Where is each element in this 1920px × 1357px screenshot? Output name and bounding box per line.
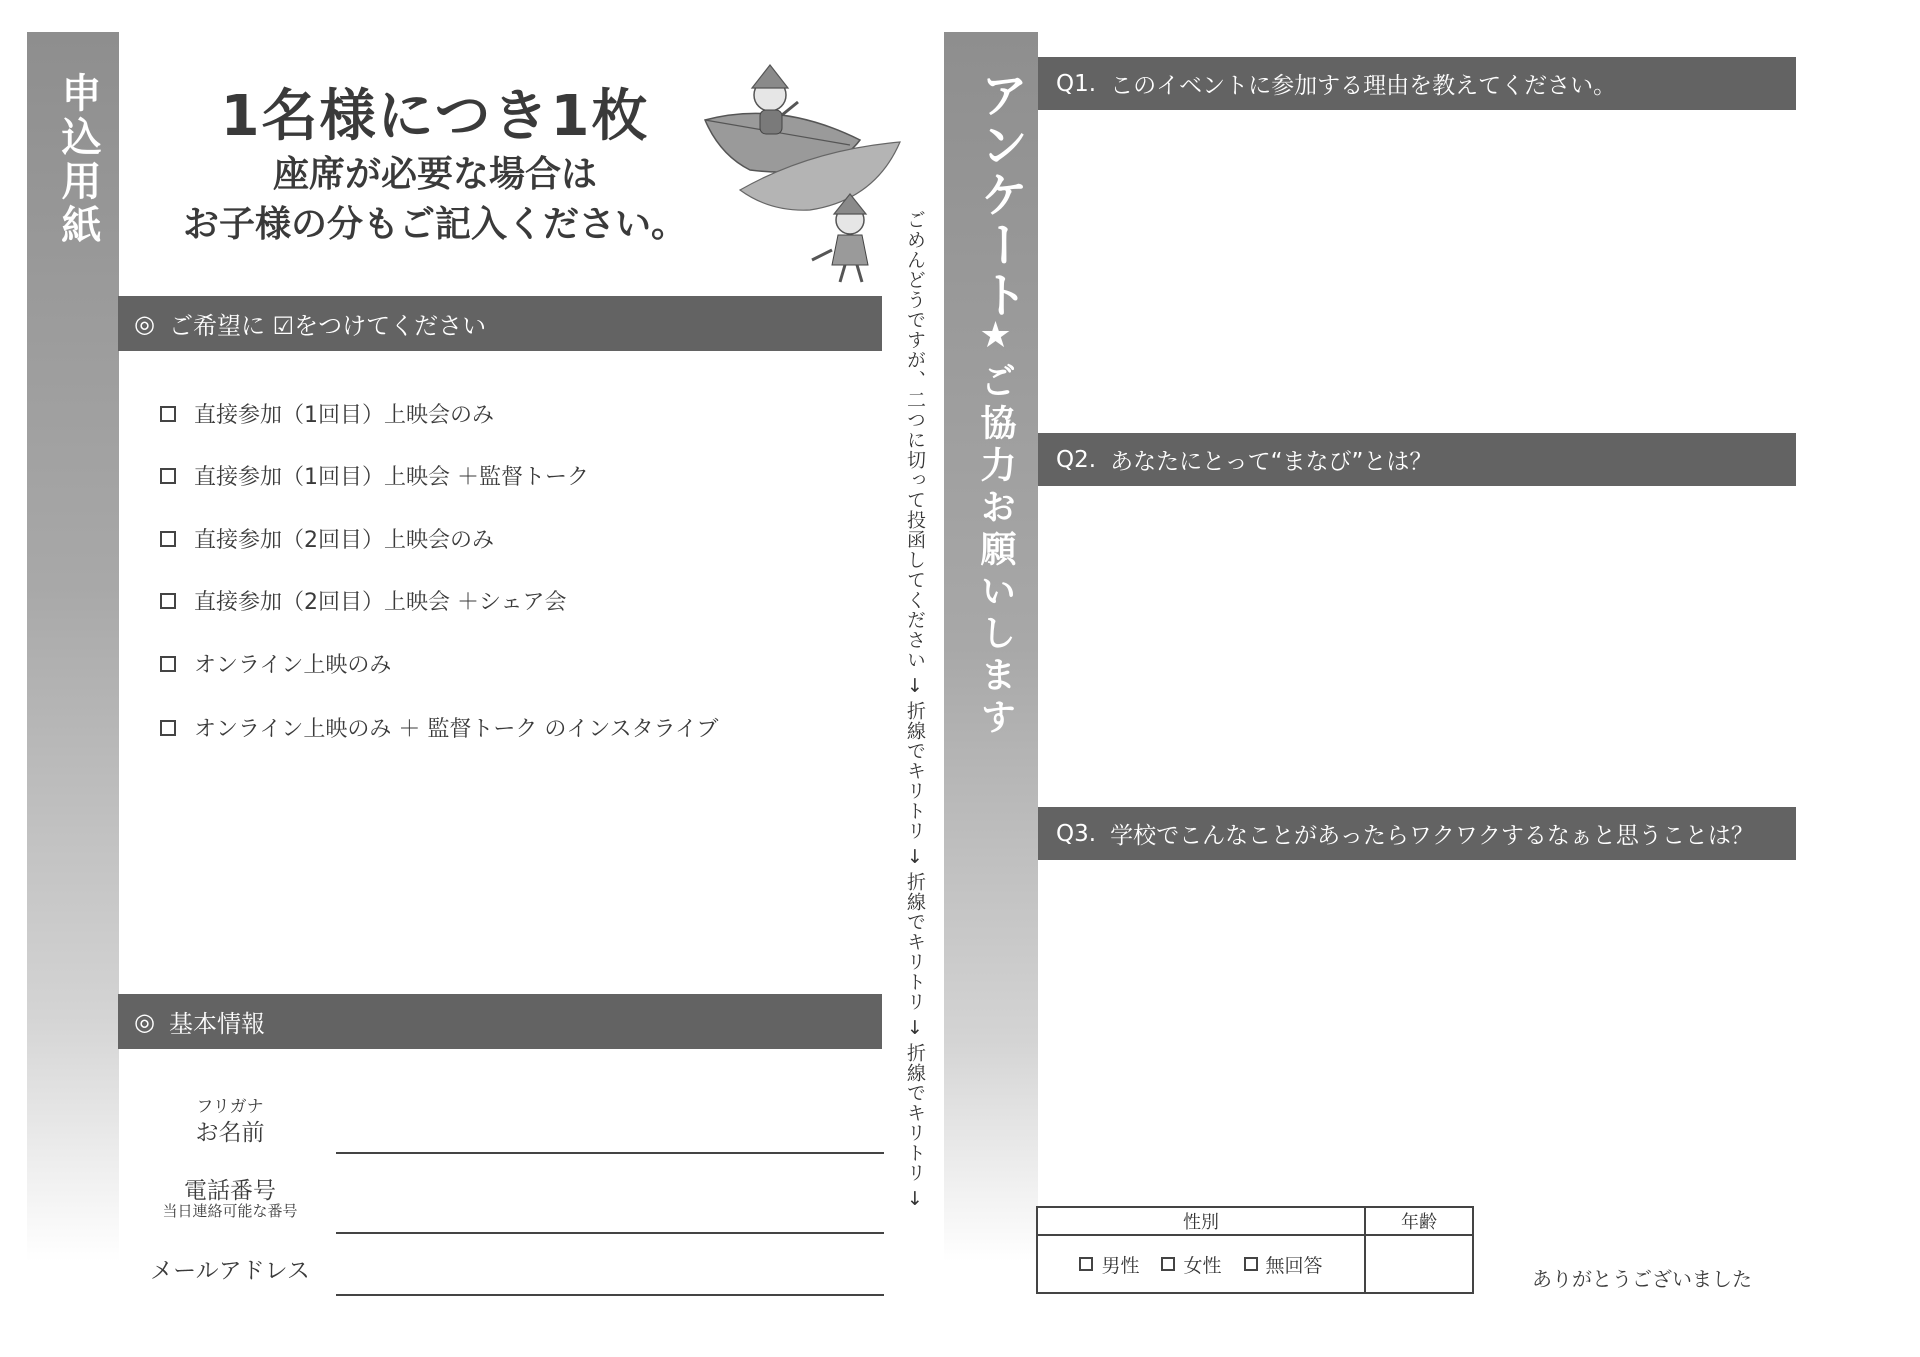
option-label: 直接参加（1回目）上映会 ＋監督トーク (194, 465, 589, 490)
option-online-only[interactable] (160, 648, 391, 679)
form-side-title: 申込用紙 (55, 72, 101, 248)
question-text: このイベントに参加する理由を教えてください。 (1110, 73, 1617, 99)
checkbox-icon[interactable] (160, 406, 176, 422)
age-header: 年齢 (1365, 1207, 1473, 1235)
question-2-header (1038, 433, 1796, 486)
option-direct-1-screening[interactable] (160, 398, 494, 429)
option-online-instalive[interactable] (160, 712, 718, 743)
checkbox-icon[interactable] (1244, 1257, 1258, 1271)
gender-header: 性別 (1037, 1207, 1365, 1235)
option-direct-2-screening[interactable] (160, 523, 494, 554)
phone-label: 電話番号 (184, 1178, 276, 1204)
option-direct-1-talk[interactable] (160, 460, 589, 491)
option-label: オンライン上映のみ (194, 653, 392, 678)
choices-section-header (118, 296, 882, 351)
gender-option-male[interactable] (1079, 1251, 1139, 1278)
basic-info-section-title: 基本情報 (168, 1010, 265, 1038)
checkbox-icon[interactable] (160, 468, 176, 484)
checkbox-icon[interactable] (1079, 1257, 1093, 1271)
choices-section-title: ご希望に ☑をつけてください (168, 312, 487, 340)
email-field[interactable] (336, 1294, 884, 1296)
cut-line-instruction: ごめんどうですが、二つに切って投函してください → 折線でキリトリ → 折線でキリトリ → 折線でキリトリ → (904, 210, 926, 1207)
question-number: Q2. (1056, 446, 1097, 473)
headline-one-per-person: 1名様につき1枚 (220, 84, 650, 149)
question-text: 学校でこんなことがあったらワクワクするなぁと思うことは？ (1110, 823, 1754, 849)
age-field[interactable] (1365, 1235, 1473, 1293)
gender-options-cell (1037, 1235, 1365, 1293)
thanks-message: ありがとうございました (1532, 1267, 1752, 1291)
question-text: あなたにとって“まなび”とは？ (1110, 449, 1433, 475)
gender-option-no-answer[interactable] (1244, 1251, 1323, 1278)
headline-seat-note: 座席が必要な場合は (272, 154, 597, 195)
question-number: Q1. (1056, 70, 1097, 97)
checkbox-icon[interactable] (1161, 1257, 1175, 1271)
double-circle-icon: ◎ (134, 1007, 155, 1036)
option-label: 直接参加（2回目）上映会 ＋シェア会 (194, 590, 567, 615)
option-label: オンライン上映のみ ＋ 監督トーク のインスタライブ (194, 717, 719, 742)
checkbox-icon[interactable] (160, 593, 176, 609)
survey-side-title: アンケート (972, 70, 1028, 320)
headline-children-note: お子様の分もご記入ください。 (182, 204, 687, 245)
name-label: お名前 (195, 1120, 265, 1146)
furigana-label: フリガナ (196, 1097, 264, 1117)
checkbox-icon[interactable] (160, 720, 176, 736)
gender-option-label: 男性 (1101, 1254, 1140, 1277)
children-on-leaves-illustration (700, 60, 910, 290)
gender-option-label: 無回答 (1265, 1254, 1323, 1277)
survey-side-subtitle: ★ご協力お願いします (975, 315, 1016, 740)
question-number: Q3. (1056, 820, 1097, 847)
option-label: 直接参加（2回目）上映会のみ (194, 528, 494, 553)
basic-info-section-header (118, 994, 882, 1049)
question-3-header (1038, 807, 1796, 860)
checkbox-icon[interactable] (160, 531, 176, 547)
name-field[interactable] (336, 1152, 884, 1154)
option-label: 直接参加（1回目）上映会のみ (194, 403, 494, 428)
gender-option-label: 女性 (1183, 1254, 1222, 1277)
email-label: メールアドレス (150, 1258, 310, 1284)
gender-age-table (1036, 1206, 1474, 1294)
phone-field[interactable] (336, 1232, 884, 1234)
phone-note: 当日連絡可能な番号 (162, 1202, 298, 1220)
checkbox-icon[interactable] (160, 656, 176, 672)
question-1-header (1038, 57, 1796, 110)
option-direct-2-share[interactable] (160, 585, 567, 616)
double-circle-icon: ◎ (134, 309, 155, 338)
gender-option-female[interactable] (1161, 1251, 1221, 1278)
